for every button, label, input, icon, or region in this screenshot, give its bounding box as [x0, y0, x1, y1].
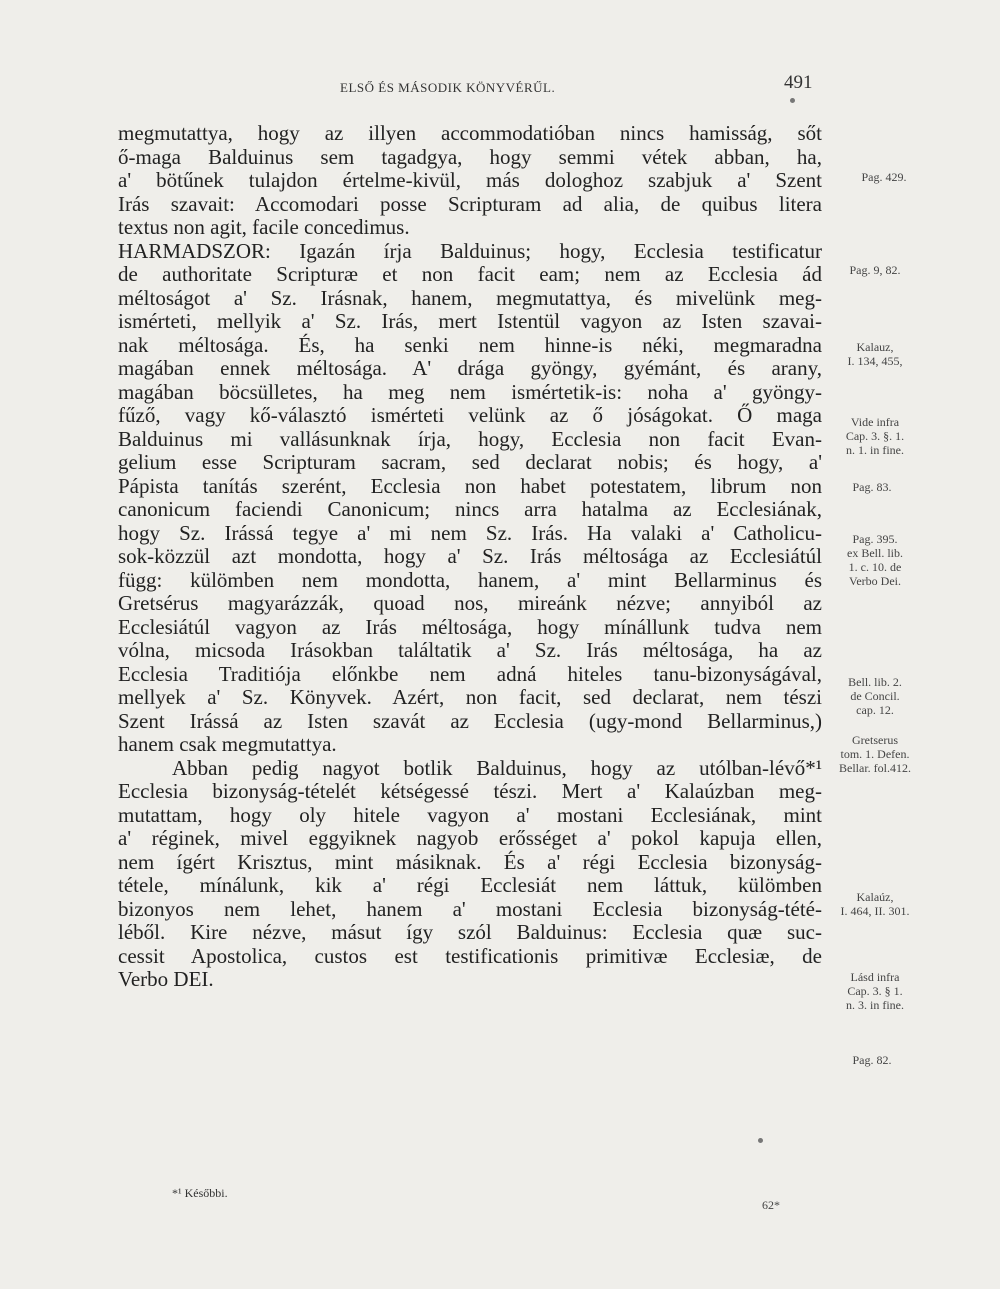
text-line: Abban pedig nagyot botlik Balduinus, hogy az utólban-lévő*¹ [172, 755, 822, 780]
text-line: cessit Apostolica, custos est testificationis primitivæ Ecclesiæ, de [118, 943, 822, 968]
text-line: hanem csak megmutattya. [118, 732, 337, 756]
running-head: ELSŐ ÉS MÁSODIK KÖNYVÉRŰL. [340, 80, 556, 95]
margin-note: Pag. 83. [852, 480, 892, 494]
margin-note: Vide infra Cap. 3. §. 1. n. 1. in fine. [845, 415, 905, 457]
text-line: méltoságot a' Sz. Irásnak, hanem, megmutattya, és mivelünk meg- [118, 285, 822, 310]
text-line: ismérteti, mellyik a' Sz. Irás, mert Istentül vagyon az Isten szavai- [118, 309, 822, 333]
text-line: canonicum faciendi Canonicum; nincs arra hatalma az Ecclesiának, [118, 497, 822, 521]
text-line: vólna, micsoda Irásokban találtatik a' Sz. Irás méltosága, ha az [118, 638, 822, 662]
page-number: 491 [784, 72, 813, 93]
text-line: mellyek a' Sz. Könyvek. Azért, non facit, sed declarat, nem tészi [118, 685, 822, 709]
text-line: Pápista tanítás szerént, Ecclesia non habet potestatem, librum non [118, 473, 822, 498]
text-line: Verbo DEI. [118, 967, 214, 991]
text-line: Balduinus mi vallásunknak írja, hogy, Ecclesia non facit Evan- [118, 426, 822, 451]
text-line: mutattam, hogy oly hitele vagyon a' mostani Ecclesiának, mint [118, 802, 822, 827]
text-line: HARMADSZOR: Igazán írja Balduinus; hogy, Ecclesia testificatur [118, 238, 822, 263]
body-text [118, 122, 822, 992]
text-line: sok-közzül azt mondotta, hogy a' Sz. Irás méltosága az Ecclesiátúl [118, 544, 822, 568]
ink-speck [758, 1138, 763, 1143]
text-line: a' réginek, mivel eggyiknek nagyob erősséget a' pokol kapuja ellen, [118, 826, 822, 850]
margin-note: Pag. 82. [852, 1053, 892, 1067]
text-line: Ecclesia bizonyság-tételét kétségessé tészi. Mert a' Kalaúzban meg- [118, 779, 822, 803]
ink-speck [790, 98, 795, 103]
text-line: ő-maga Balduinus sem tagadgya, hogy semmi vétek abban, ha, [118, 144, 822, 169]
margin-note: Pag. 429. [861, 170, 907, 184]
text-line: a' bötűnek tulajdon értelme-kivül, más dologhoz szabjuk a' Szent [118, 168, 822, 192]
text-line: függ: külömben nem mondotta, hanem, a' mint Bellarminus és [118, 567, 822, 592]
margin-note: Pag. 9, 82. [849, 263, 901, 277]
text-line: Ecclesia Traditiója előnkbe nem adná hiteles tanu-bizonyságával, [118, 661, 822, 686]
text-line: de authoritate Scripturæ et non facit eam; nem az Ecclesia ád [118, 262, 822, 286]
text-line: Gretsérus magyarázzák, quoad nos, mireánk nézve; annyiból az [118, 591, 822, 615]
margin-note: Pag. 395. ex Bell. lib. 1. c. 10. de Verbo Dei. [847, 532, 903, 588]
text-line: nem ígért Krisztus, mint másiknak. És a' régi Ecclesia bizonyság- [118, 849, 822, 874]
text-line: magában böcsülletes, ha meg nem ismértetik-is: noha a' gyöngy- [118, 379, 822, 404]
text-line: textus non agit, facile concedimus. [118, 215, 410, 239]
text-line: fűző, vagy kő-választó ismérteti velünk az ő jóságokat. Ő maga [118, 403, 822, 427]
text-line: nak méltosága. És, ha senki nem hinne-is néki, megmaradna [118, 332, 822, 357]
text-line: Ecclesiátúl vagyon az Irás méltosága, hogy mínállunk tudva nem [118, 614, 822, 639]
margin-note: Kalauz, I. 134, 455, [847, 340, 903, 368]
signature-mark: 62* [762, 1198, 780, 1212]
margin-note: Lásd infra Cap. 3. § 1. n. 3. in fine. [846, 970, 904, 1012]
text-line: Irás szavait: Accomodari posse Scripturam ad alia, de quibus litera [118, 191, 822, 216]
text-line: gelium esse Scripturam sacram, sed declarat nobis; és hogy, a' [118, 450, 822, 474]
text-line: léből. Kire nézve, másut így szól Balduinus: Ecclesia quæ suc- [118, 920, 822, 944]
margin-note: Kalaúz, I. 464, II. 301. [840, 890, 910, 918]
text-line: tétele, mínálunk, kik a' régi Ecclesiát nem láttuk, külömben [118, 873, 822, 897]
text-line: Szent Irássá az Isten szavát az Ecclesia (ugy-mond Bellarminus,) [118, 708, 822, 733]
text-line: megmutattya, hogy az illyen accommodatióban nincs hamisság, sőt [118, 121, 822, 145]
text-line: magában ennek méltosága. A' drága gyöngy, gyémánt, és arany, [118, 356, 822, 380]
footnote: *¹ Későbbi. [172, 1186, 228, 1200]
margin-note: Gretserus tom. 1. Defen. Bellar. fol.412. [839, 733, 911, 775]
text-line: bizonyos nem lehet, hanem a' mostani Ecclesia bizonyság-tété- [118, 896, 822, 921]
margin-note: Bell. lib. 2. de Concil. cap. 12. [848, 675, 902, 717]
text-line: hogy Sz. Irássá tegye a' mi nem Sz. Irás. Ha valaki a' Catholicu- [118, 520, 822, 545]
